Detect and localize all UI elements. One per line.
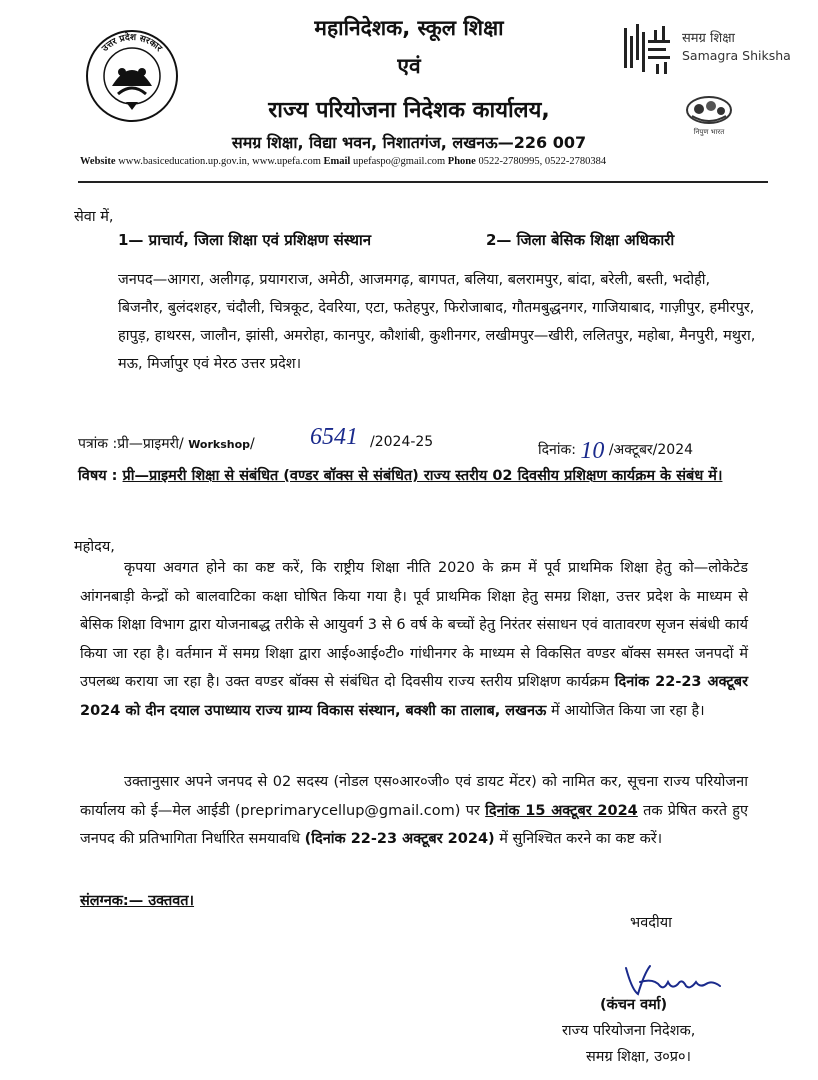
para2-training-dates: (दिनांक 22-23 अक्टूबर 2024) xyxy=(304,831,495,847)
reference-date xyxy=(538,434,694,464)
signatory-name: (कंचन वर्मा) xyxy=(600,997,668,1013)
signatory-title: राज्य परियोजना निदेशक, xyxy=(562,1023,696,1039)
header-contact-line xyxy=(80,156,606,167)
email-value: upefaspo@gmail.com xyxy=(352,156,446,167)
header-divider xyxy=(78,181,768,183)
address-to: सेवा में, xyxy=(74,209,114,225)
header-spd-office: राज्य परियोजना निदेशक कार्यालय, xyxy=(268,98,550,123)
date-month-year: /अक्टूबर/2024 xyxy=(608,442,694,458)
reference-year: /2024-25 xyxy=(370,434,434,450)
reference-prefix: पत्रांक :प्री—प्राइमरी/ xyxy=(78,436,184,452)
reference-row: पत्रांक :प्री—प्राइमरी/ Workshop/ 6541 /2024-25 दिनांक: 10 /अक्टूबर/2024 xyxy=(78,424,694,464)
para1-text-end: में आयोजित किया जा रहा है। xyxy=(551,702,705,719)
district-list: जनपद—आगरा, अलीगढ़, प्रयागराज, अमेठी, आजमगढ़, बागपत, बलिया, बलरामपुर, बांदा, बरेली, बस्ती, भदोही, बिजनौर, बुलंदशहर, चंदौली, चित्रकूट, देवरिया, एटा, फतेहपुर, फिरोजाबाद, गौतमबुद्धनगर, गाजियाबाद, गाज़ीपुर, हमीरपुर, हापुड़, हाथरस, जालौन, झांसी, अमरोहा, कानपुर, कौशांबी, कुशीनगर, लखीमपुर—खीरी, ललितपुर, महोबा, मैनपुरी, मथुरा, मऊ, मिर्जापुर एवं मेरठ उत्तर प्रदेश। xyxy=(118,272,756,372)
paragraph-1 xyxy=(80,554,748,725)
reference-number-handwritten: 6541 xyxy=(310,424,358,450)
email-label: Email xyxy=(323,156,351,167)
para2-deadline: दिनांक 15 अक्टूबर 2024 xyxy=(485,802,638,819)
samagra-hindi-text: समग्र शिक्षा xyxy=(682,31,735,46)
nipun-text: निपुण भारत xyxy=(693,128,725,136)
para2-text-mid: तक प्रेषित करते हुए जनपद की प्रतिभागिता निर्धारित समयावधि xyxy=(80,802,749,847)
recipient-2: 2— जिला बेसिक शिक्षा अधिकारी xyxy=(486,231,675,249)
header-address: समग्र शिक्षा, विद्या भवन, निशातगंज, लखनऊ—226 007 xyxy=(231,133,587,152)
website-label: Website xyxy=(80,156,116,167)
website-value: www.basiceducation.up.gov.in, www.upefa.com xyxy=(118,156,321,167)
date-label: दिनांक: xyxy=(538,442,576,458)
date-day-handwritten: 10 xyxy=(580,438,605,464)
salutation: महोदय, xyxy=(74,539,115,555)
subject-label: विषय : xyxy=(78,468,118,484)
para1-bold-event: दिनांक 22-23 अक्टूबर 2024 को दीन दयाल उपाध्याय राज्य ग्राम्य विकास संस्थान, बक्शी का तालाब, लखनऊ xyxy=(80,674,749,719)
samagra-shiksha-logo xyxy=(620,20,810,80)
para2-text: उक्तानुसार अपने जनपद से 02 सदस्य (नोडल एस०आर०जी० एवं डायट मेंटर) को नामित कर, सूचना राज्य परियोजना कार्यालय को ई—मेल आईडी (preprimarycellup@gmail.com) पर xyxy=(80,774,748,819)
subject-line xyxy=(78,462,758,490)
para1-text: कृपया अवगत होने का कष्ट करें, कि राष्ट्रीय शिक्षा नीति 2020 के क्रम में पूर्व प्राथमिक शिक्षा हेतु को—लोकेटेड आंगनबाड़ी केन्द्रों को बालवाटिका कक्षा घोषित किया गया है। पूर्व प्राथमिक शिक्षा हेतु समग्र शिक्षा, उत्तर प्रदेश के माध्यम से बेसिक शिक्षा विभाग द्वारा योजनाबद्ध तरीके से आयुवर्ग 3 से 6 वर्ष के बच्चों हेतु निरंतर संसाधन एवं वातावरण सृजन संबंधी कार्य किया जा रहा है। वर्तमान में समग्र शिक्षा द्वारा आई०आई०टी० गांधीनगर के माध्यम से विकसित वण्डर बॉक्स समस्त जनपदों में उपलब्ध कराया जा रहा है। उक्त वण्डर बॉक्स से संबंधित दो दिवसीय राज्य स्तरीय प्रशिक्षण कार्यक्रम xyxy=(80,560,748,690)
nipun-bharat-logo xyxy=(678,92,740,138)
closing-regards: भवदीया xyxy=(630,915,672,931)
svg-text:उत्तर प्रदेश सरकार xyxy=(100,31,164,55)
para2-text-end: में सुनिश्चित करने का कष्ट करें। xyxy=(499,831,663,847)
recipient-1: 1— प्राचार्य, जिला शिक्षा एवं प्रशिक्षण संस्थान xyxy=(118,231,372,249)
phone-value: 0522-2780995, 0522-2780384 xyxy=(478,156,607,167)
paragraph-2 xyxy=(80,768,748,854)
up-government-seal-logo xyxy=(82,24,182,124)
reference-workshop: Workshop xyxy=(188,438,251,451)
samagra-english-text: Samagra Shiksha xyxy=(682,48,791,63)
header-office-title: महानिदेशक, स्कूल शिक्षा xyxy=(314,16,504,40)
subject-text: प्री—प्राइमरी शिक्षा से संबंधित (वण्डर बॉक्स से संबंधित) राज्य स्तरीय 02 दिवसीय प्रशिक्षण कार्यक्रम के संबंध में। xyxy=(122,468,723,484)
enclosure: संलग्नक:— उक्तवत। xyxy=(80,893,195,909)
phone-label: Phone xyxy=(447,156,476,167)
seal-text: उत्तर प्रदेश सरकार xyxy=(100,32,164,54)
signatory-office: समग्र शिक्षा, उ०प्र०। xyxy=(586,1049,692,1065)
recipients-row xyxy=(118,230,758,250)
header-conjunction: एवं xyxy=(397,54,421,78)
